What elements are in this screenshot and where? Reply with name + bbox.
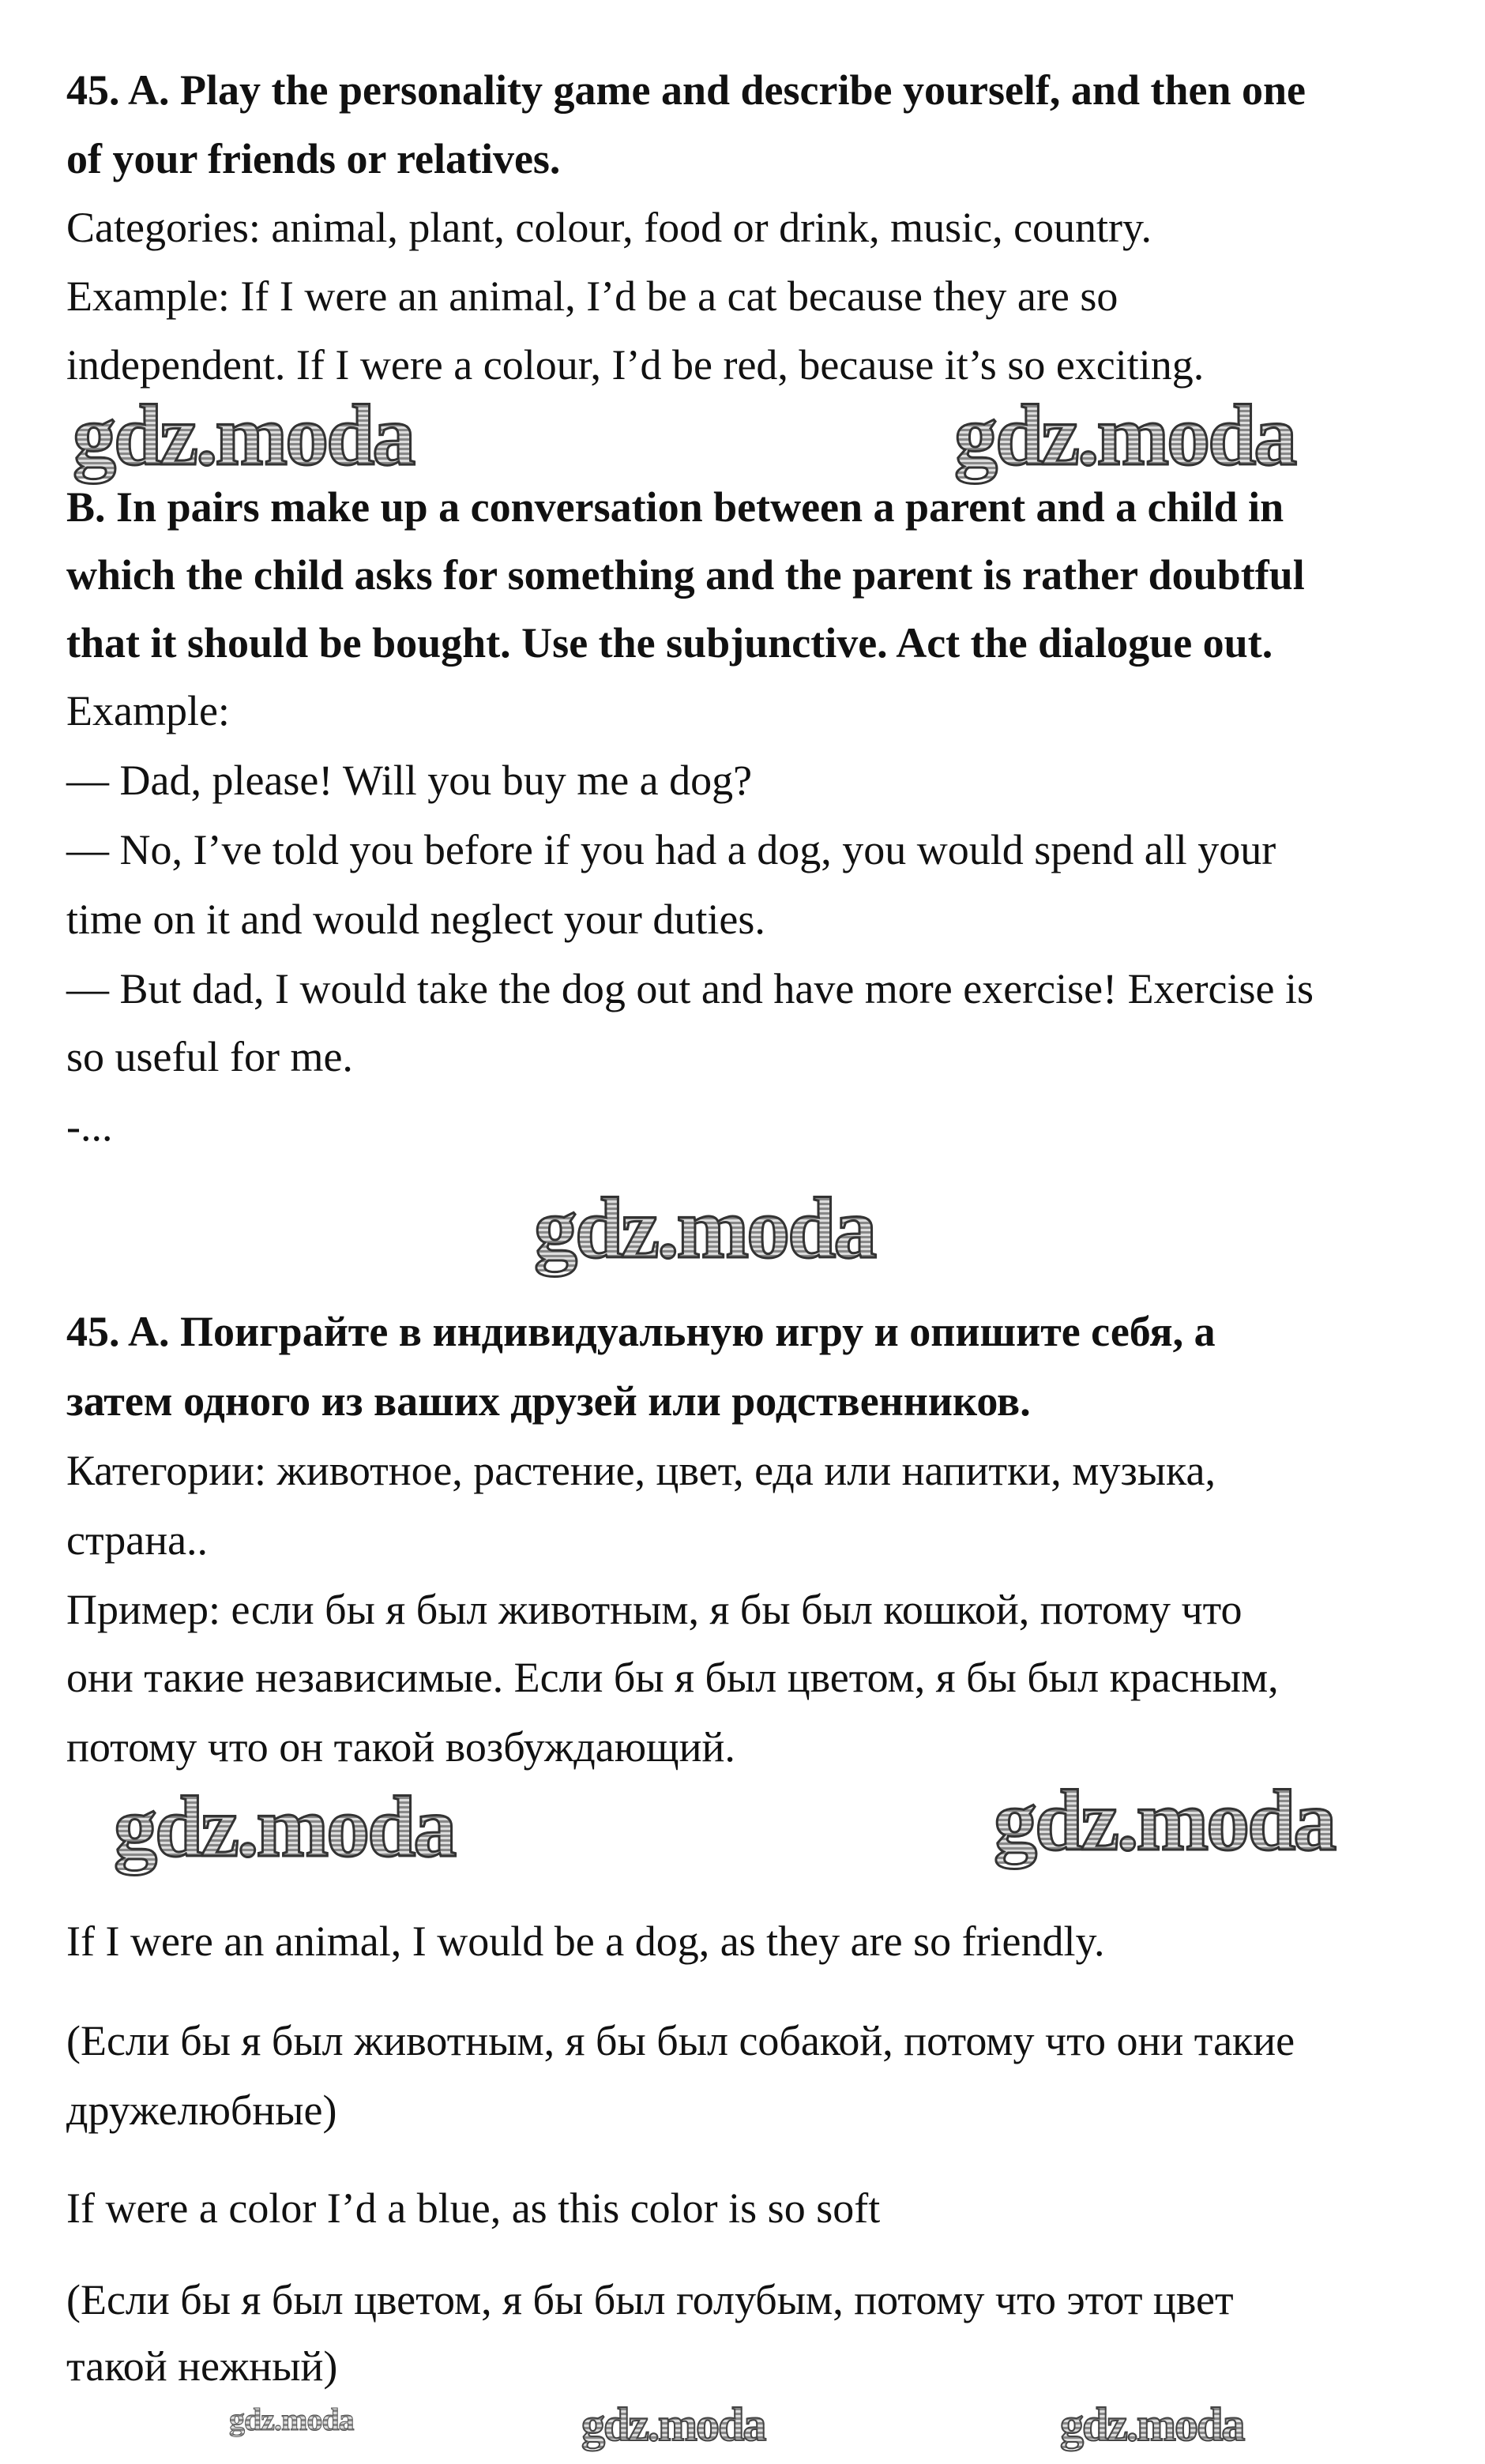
watermark: gdz.moda bbox=[581, 2398, 765, 2451]
task-a-title-line: of your friends or relatives. bbox=[66, 135, 561, 182]
watermark: gdz.moda bbox=[954, 387, 1295, 483]
watermark: gdz.moda bbox=[534, 1180, 875, 1276]
answer-translation-line: (Если бы я был животным, я бы был собакой, потому что они такие bbox=[66, 2017, 1295, 2064]
example-label: Example: bbox=[66, 687, 230, 734]
example-a-line: Example: If I were an animal, I’d be a cat because they are so bbox=[66, 272, 1118, 320]
example-a-line: independent. If I were a colour, I’d be red, because it’s so exciting. bbox=[66, 341, 1205, 389]
ru-task-a-title-line: затем одного из ваших друзей или родственников. bbox=[66, 1377, 1031, 1425]
ru-task-a-title-line: 45. A. Поиграйте в индивидуальную игру и опишите себя, а bbox=[66, 1308, 1216, 1355]
answer-translation-line: дружелюбные) bbox=[66, 2087, 337, 2134]
dialogue-line: time on it and would neglect your duties. bbox=[66, 896, 765, 943]
task-a-title-line: 45. A. Play the personality game and describe yourself, and then one bbox=[66, 66, 1306, 114]
ru-categories-line: Категории: животное, растение, цвет, еда или напитки, музыка, bbox=[66, 1447, 1216, 1494]
ru-categories-line: страна.. bbox=[66, 1516, 209, 1564]
watermark: gdz.moda bbox=[1060, 2398, 1244, 2451]
ru-example-line: Пример: если бы я был животным, я бы был кошкой, потому что bbox=[66, 1586, 1243, 1633]
task-b-title-line: that it should be bought. Use the subjunctive. Act the dialogue out. bbox=[66, 619, 1273, 667]
answer-line: If I were an animal, I would be a dog, as they are so friendly. bbox=[66, 1917, 1105, 1965]
watermark: gdz.moda bbox=[114, 1779, 455, 1875]
ru-example-line: потому что он такой возбуждающий. bbox=[66, 1723, 735, 1771]
watermark: gdz.moda bbox=[229, 2402, 354, 2437]
answer-translation-line: такой нежный) bbox=[66, 2342, 338, 2390]
dialogue-line: so useful for me. bbox=[66, 1033, 353, 1080]
categories-text: Categories: animal, plant, colour, food or drink, music, country. bbox=[66, 204, 1152, 251]
ru-example-line: они такие независимые. Если бы я был цветом, я бы был красным, bbox=[66, 1654, 1279, 1701]
answer-line: If were a color I’d a blue, as this color is so soft bbox=[66, 2184, 881, 2232]
dialogue-line: — Dad, please! Will you buy me a dog? bbox=[66, 757, 753, 804]
dialogue-line: -... bbox=[66, 1102, 113, 1150]
task-b-title-line: B. In pairs make up a conversation between a parent and a child in bbox=[66, 483, 1284, 531]
answer-translation-line: (Если бы я был цветом, я бы был голубым, потому что этот цвет bbox=[66, 2276, 1234, 2323]
task-b-title-line: which the child asks for something and the parent is rather doubtful bbox=[66, 551, 1305, 599]
dialogue-line: — No, I’ve told you before if you had a dog, you would spend all your bbox=[66, 826, 1276, 873]
dialogue-line: — But dad, I would take the dog out and have more exercise! Exercise is bbox=[66, 965, 1314, 1012]
watermark: gdz.moda bbox=[994, 1772, 1335, 1869]
watermark: gdz.moda bbox=[73, 387, 414, 483]
